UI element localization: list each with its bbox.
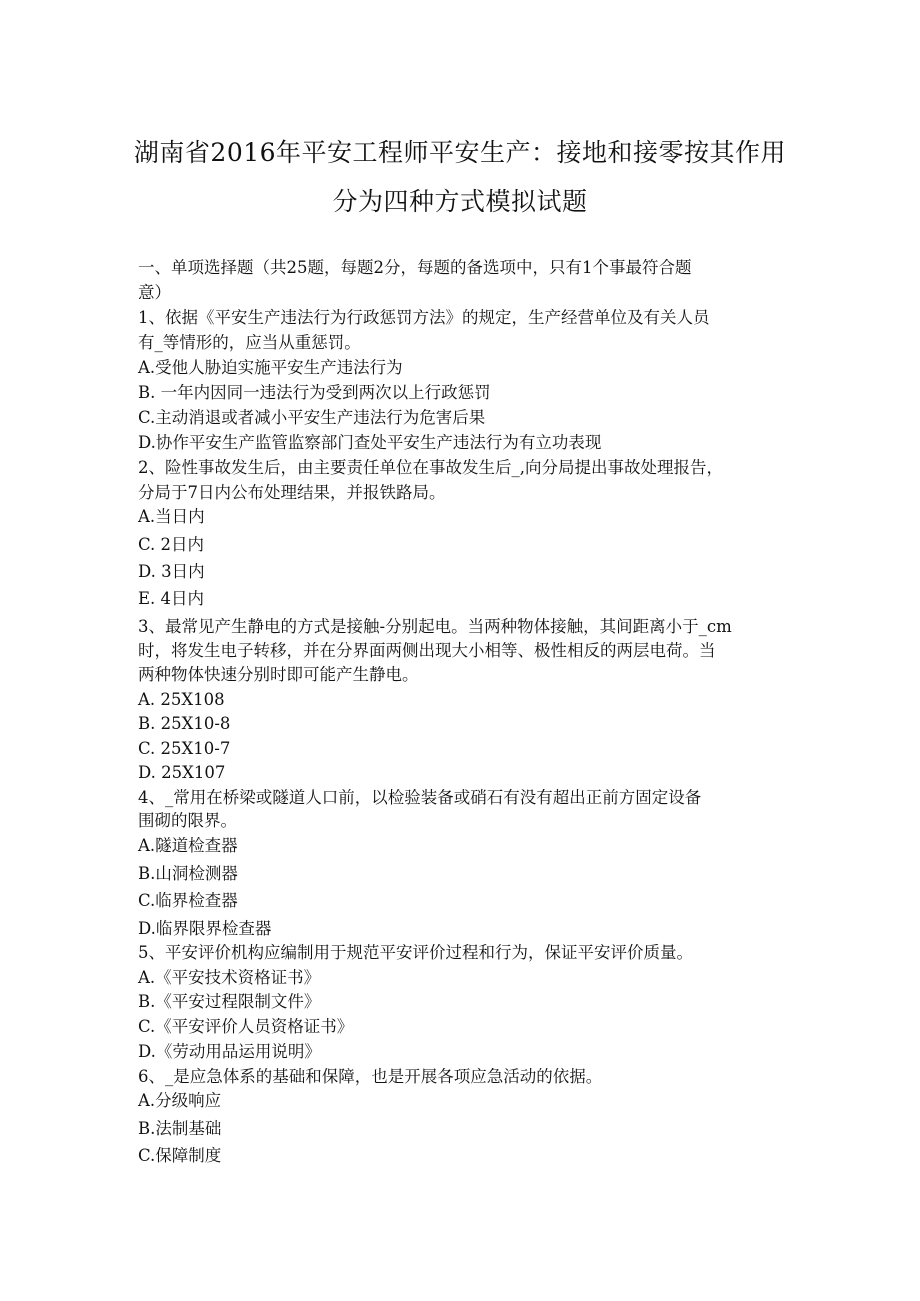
- question-6-option-b: B.法制基础: [138, 1119, 222, 1138]
- question-6-option-a: A.分级响应: [138, 1091, 222, 1110]
- question-4-option-a: A.隧道检查器: [138, 836, 238, 855]
- question-1-option-c: C.主动消退或者减小平安生产违法行为危害后果: [138, 408, 486, 427]
- question-4-option-d: D.临界限界检查器: [138, 919, 272, 938]
- document-title-line-2: 分为四种方式模拟试题: [332, 187, 588, 216]
- question-3-option-b: B. 25X10-8: [138, 714, 231, 733]
- question-1-option-d: D.协作平安生产监管监察部门查处平安生产违法行为有立功表现: [138, 433, 602, 452]
- question-5-option-c: C.《平安评价人员资格证书》: [138, 1017, 354, 1036]
- question-2-option-e: E. 4日内: [138, 589, 205, 608]
- question-3-stem-continued: 时，将发生电子转移，并在分界面两侧出现大小相等、极性相反的两层电荷。当: [138, 641, 716, 660]
- question-1-option-a: A.受他人胁迫实施平安生产违法行为: [138, 358, 403, 377]
- question-2-option-a: A.当日内: [138, 507, 205, 526]
- question-3-option-a: A. 25X108: [138, 690, 225, 709]
- question-6-stem: 6、_是应急体系的基础和保障，也是开展各项应急活动的依据。: [138, 1067, 603, 1086]
- question-1-option-b: B. 一年内因同一违法行为受到两次以上行政惩罚: [138, 383, 491, 402]
- question-3-option-d: D. 25X107: [138, 763, 226, 782]
- question-3-option-c: C. 25X10-7: [138, 739, 231, 758]
- question-1-stem: 1、依据《平安生产违法行为行政惩罚方法》的规定，生产经营单位及有关人员: [138, 308, 710, 327]
- question-5-stem: 5、平安评价机构应编制用于规范平安评价过程和行为，保证平安评价质量。: [138, 943, 693, 962]
- question-2-option-c: C. 2日内: [138, 535, 205, 554]
- question-5-option-b: B.《平安过程限制文件》: [138, 992, 321, 1011]
- question-2-stem-continued: 分局于7日内公布处理结果，并报铁路局。: [138, 483, 446, 502]
- question-5-option-d: D.《劳动用品运用说明》: [138, 1042, 321, 1061]
- question-4-option-b: B.山洞检测器: [138, 864, 238, 883]
- section-header-continued: 意）: [138, 283, 171, 302]
- section-header: 一、单项选择题（共25题，每题2分，每题的备选项中，只有1个事最符合题: [138, 258, 692, 277]
- question-4-stem-continued: 围砌的限界。: [138, 811, 237, 830]
- question-4-option-c: C.临界检查器: [138, 891, 238, 910]
- question-1-stem-continued: 有_等情形的，应当从重惩罚。: [138, 333, 361, 352]
- question-4-stem: 4、_常用在桥梁或隧道人口前，以检验装备或硝石有没有超出正前方固定设备: [138, 788, 702, 807]
- question-6-option-c: C.保障制度: [138, 1146, 222, 1165]
- document-title-line-1: 湖南省2016年平安工程师平安生产：接地和接零按其作用: [133, 138, 787, 167]
- question-3-stem: 3、最常见产生静电的方式是接触-分别起电。当两种物体接触，其间距离小于_cm: [138, 617, 732, 636]
- question-3-stem-continued-2: 两种物体快速分别时即可能产生静电。: [138, 665, 419, 684]
- question-5-option-a: A.《平安技术资格证书》: [138, 968, 321, 987]
- question-2-option-d: D. 3日内: [138, 562, 205, 581]
- question-2-stem: 2、险性事故发生后，由主要责任单位在事故发生后_,向分局提出事故处理报告，: [138, 458, 723, 477]
